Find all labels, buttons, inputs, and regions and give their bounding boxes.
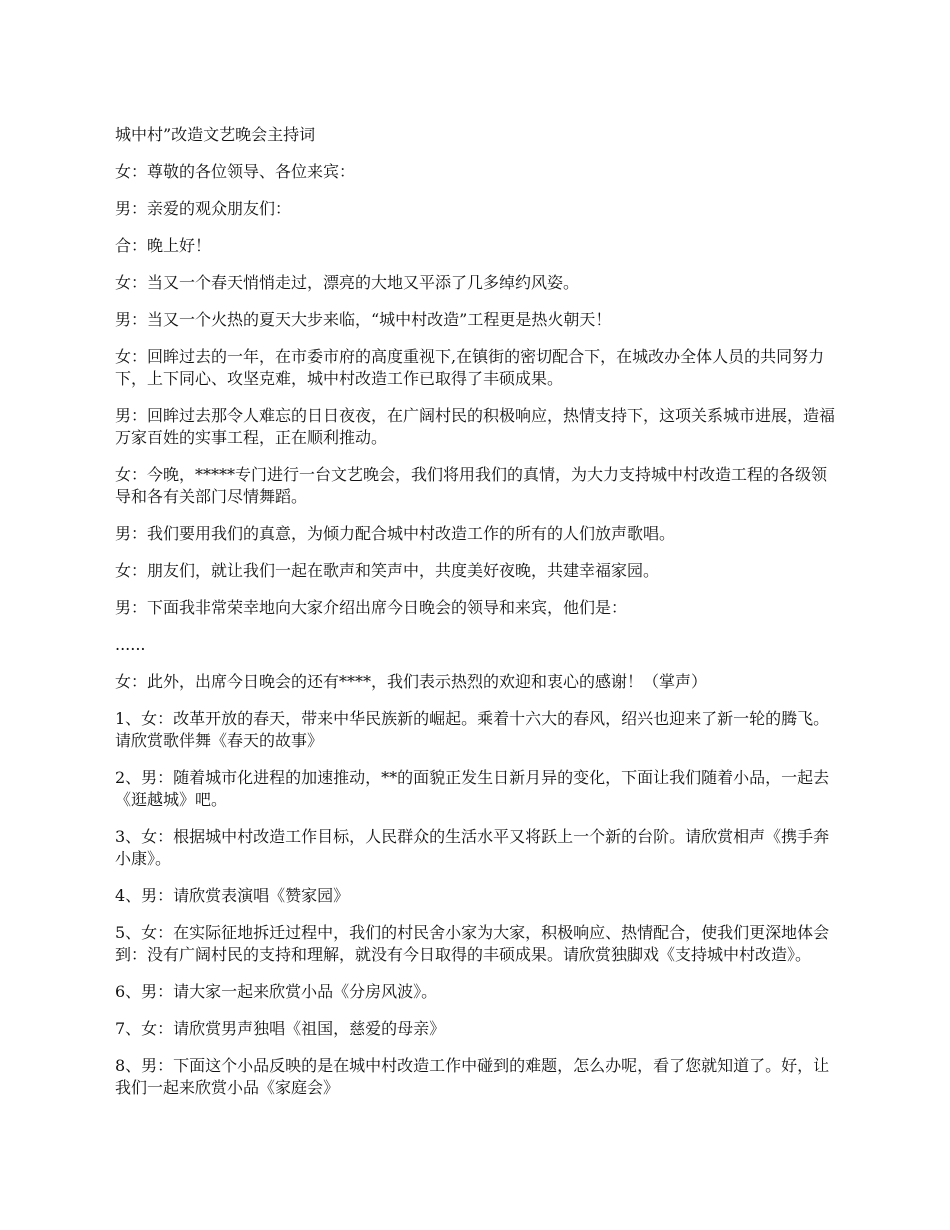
program-item: 6、男：请大家一起来欣赏小品《分房风波》。	[115, 982, 438, 1001]
paragraph: 男：回眸过去那令人难忘的日日夜夜，在广阔村民的积极响应，热情支持下，这项关系城市进展，造福万家百姓的实事工程，正在顺利推动。	[115, 406, 836, 447]
paragraph: 女：今晚，*****专门进行一台文艺晚会，我们将用我们的真情，为大力支持城中村改造工程的各级领导和各有关部门尽情舞蹈。	[115, 465, 828, 506]
paragraph: 女：此外，出席今日晚会的还有****，我们表示热烈的欢迎和衷心的感谢！（掌声）	[115, 672, 708, 691]
program-item: 7、女：请欣赏男声独唱《祖国，慈爱的母亲》	[115, 1019, 446, 1038]
program-item: 2、男：随着城市化进程的加速推动，**的面貌正发生日新月异的变化，下面让我们随着小品，一起去《逛越城》吧。	[115, 768, 830, 809]
paragraph: 男：亲爱的观众朋友们：	[115, 199, 292, 218]
paragraph: 女：回眸过去的一年，在市委市府的高度重视下,在镇街的密切配合下，在城改办全体人员的共同努力下，上下同心、攻坚克难，城中村改造工作已取得了丰硕成果。	[115, 347, 825, 388]
paragraph: 男：下面我非常荣幸地向大家介绍出席今日晚会的领导和来宾，他们是：	[115, 598, 628, 617]
paragraph: 女：尊敬的各位领导、各位来宾：	[115, 162, 356, 181]
paragraph: 合：晚上好！	[115, 236, 212, 255]
program-item: 1、女：改革开放的春天，带来中华民族新的崛起。乘着十六大的春风，绍兴也迎来了新一轮的腾飞。请欣赏歌伴舞《春天的故事》	[115, 709, 830, 750]
program-item: 3、女：根据城中村改造工作目标，人民群众的生活水平又将跃上一个新的台阶。请欣赏相声《携手奔小康》。	[115, 827, 830, 868]
ellipsis-paragraph: ......	[115, 635, 146, 654]
document-body	[115, 124, 835, 1114]
paragraph: 女：当又一个春天悄悄走过，漂亮的大地又平添了几多绰约风姿。	[115, 273, 580, 292]
paragraph: 女：朋友们，就让我们一起在歌声和笑声中，共度美好夜晚，共建幸福家园。	[115, 561, 660, 580]
program-item: 4、男：请欣赏表演唱《赞家园》	[115, 886, 350, 905]
program-item: 5、女：在实际征地拆迁过程中，我们的村民舍小家为大家，积极响应、热情配合，使我们更深地体会到：没有广阔村民的支持和理解，就没有今日取得的丰硕成果。请欣赏独脚戏《支持城中村改造》。	[115, 923, 830, 964]
program-item: 8、男：下面这个小品反映的是在城中村改造工作中碰到的难题，怎么办呢，看了您就知道了。好，让我们一起来欣赏小品《家庭会》	[115, 1056, 830, 1097]
paragraph: 男：当又一个火热的夏天大步来临，“城中村改造”工程更是热火朝天！	[115, 310, 612, 329]
paragraph: 男：我们要用我们的真意，为倾力配合城中村改造工作的所有的人们放声歌唱。	[115, 524, 676, 543]
document-title: 城中村”改造文艺晚会主持词	[115, 125, 316, 144]
